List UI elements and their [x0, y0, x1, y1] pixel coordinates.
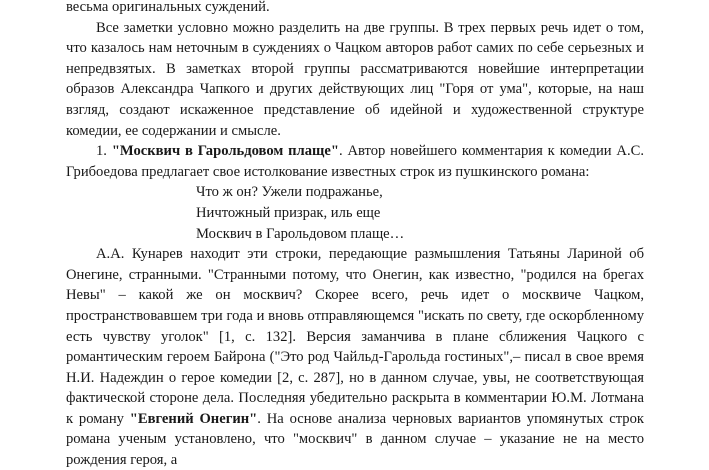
verse-line-2: Ничтожный призрак, иль еще: [196, 204, 381, 221]
paragraph-item-1: [66, 141, 644, 182]
text-run-1: "Москвич в Гарольдовом плаще": [111, 143, 339, 160]
text-run-2: . На основе анализа черновых вариантов упомянутых строк романа ученым установлено, что "москвич" в данном случае – указание не на место рождения героя, а: [66, 410, 644, 469]
verse-line-3: Москвич в Гарольдовом плаще…: [196, 225, 405, 242]
text-run-1: "Евгений Онегин": [129, 410, 258, 427]
text-column: [66, 0, 644, 470]
text-run-2: . Автор новейшего комментария к комедии А.С. Грибоедова предлагает свое истолкование известных строк из пушкинского романа:: [66, 143, 644, 180]
paragraph-two-groups: [66, 18, 644, 142]
paragraph-continuation: [66, 0, 644, 18]
text-run-0: 1.: [96, 143, 112, 160]
verse-line-1: Что ж он? Ужели подражанье,: [196, 184, 383, 201]
paragraph-kunarev: [66, 244, 644, 470]
text-run-0: А.А. Кунарев находит эти строки, передающие размышления Татьяны Лариной об Онегине, странными. "Странными потому, что Онегин, как известно, "родился на брегах Невы" – какой же он москвич? Скорее всего, речь идет о москвиче Чацком, пространствовавшем три года и вновь отправляющемся "искать по свету, где оскорбленному есть чувству уголок" [1, с. 132]. Версия заманчива в плане сближения Чацкого с романтическим героем Байрона ("Это род Чайльд-Гарольда гостиных",– писал в свое время Н.И. Надеждин о герое комедии [2, с. 287], но в данном случае, увы, не соответствующая фактической стороне дела. Последняя убедительно раскрыта в комментарии Ю.М. Лотмана к роману: [66, 246, 644, 427]
text-run-0: весьма оригинальных суждений.: [66, 0, 270, 15]
text-run-0: Все заметки условно можно разделить на две группы. В трех первых речь идет о том, что казалось нам неточным в суждениях о Чацком авторов работ самих по себе серьезных и непредвзятых. В заметках второй группы рассматриваются новейшие интерпретации образов Александра Чапкого и других действующих лиц "Горя от ума", которые, на наш взгляд, создают искаженное представление об идейной и художественной структуре комедии, ее содержании и смысле.: [66, 19, 644, 139]
